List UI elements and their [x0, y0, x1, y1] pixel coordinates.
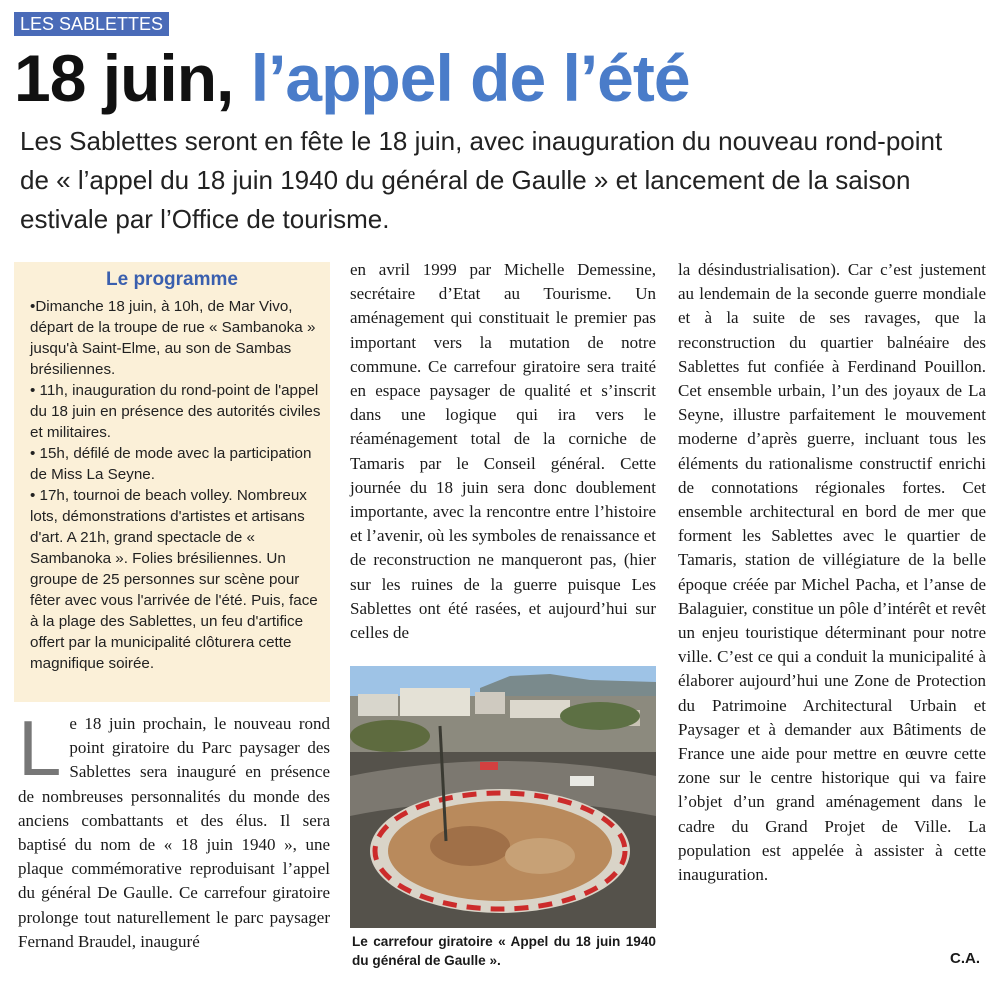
- author-signature: C.A.: [950, 950, 980, 967]
- lead-line: Les Sablettes seront en fête le 18 juin, avec inauguration du nouveau rond-point: [20, 126, 943, 156]
- lead-line: estivale par l’Office de tourisme.: [20, 204, 390, 234]
- headline-title: l’appel de l’été: [250, 41, 690, 115]
- drop-cap: L: [18, 704, 62, 792]
- lead-line: de « l’appel du 18 juin 1940 du général de Gaulle » et lancement de la saison: [20, 165, 911, 195]
- headline-date: 18 juin,: [14, 41, 234, 115]
- programme-item: • 17h, tournoi de beach volley. Nombreux lots, démonstrations d'artistes et artisans d'art. A 21h, grand spectacle de « Sambanoka ». Folies brésiliennes. Un groupe de 25 personnes sur scène pour fêter avec vous l'arrivée de l'été. Puis, face à la plage des Sablettes, un feu d'artifice offert par la municipalité clôturera cette magnifique soirée.: [30, 487, 318, 672]
- headline: [14, 36, 690, 120]
- body-text: e 18 juin prochain, le nouveau rond point giratoire du Parc paysager des Sablettes sera inauguré en présence de nombreuses personnalités du monde des anciens combattants et des élus. Il sera baptisé du nom de « 18 juin 1940 », une plaque commémorative reproduisant l’appel du général De Gaulle. Ce carrefour giratoire prolonge tout naturellement le parc paysager Fernand Braudel, inauguré: [18, 714, 330, 951]
- programme-title: Le programme: [106, 269, 238, 290]
- section-kicker: LES SABLETTES: [14, 12, 169, 36]
- body-text: la désindustrialisation). Car c’est justement au lendemain de la seconde guerre mondiale et à la suite de ses ravages, que la reconstruction du quartier balnéaire des Sablettes fut confiée à Ferdinand Pouillon. Cet ensemble urbain, l’un des joyaux de La Seyne, illustre parfaitement le mouvement moderne d’après guerre, incluant tous les éléments du rationalisme constructif enrichi de connotations régionales fortes. Cet ensemble architectural en bord de mer que forment les Sablettes avec le quartier de Tamaris, station de villégiature de la belle époque créée par Michel Pacha, et l’anse de Balaguier, constitue un pôle d’intérêt et revêt un enjeu touristique déterminant pour notre ville. C’est ce qui a conduit la municipalité à élaborer aujourd’hui une Zone de Protection du Patrimoine Architectural Urbain et Paysager et à demander aux Bâtiments de France une aide pour mettre en œuvre cette zone sur le centre historique qui va faire l’objet d’un grand aménagement dans le cadre du Grand Projet de Ville. La population est appelée à assister à cette inauguration.: [678, 260, 986, 885]
- lead-paragraph: [20, 122, 980, 239]
- programme-box: [14, 262, 330, 702]
- programme-item: •Dimanche 18 juin, à 10h, de Mar Vivo, départ de la troupe de rue « Sambanoka » jusqu'à Saint-Elme, au son de Sambas brésiliennes.: [30, 298, 316, 378]
- body-text: en avril 1999 par Michelle Demessine, secrétaire d’Etat au Tourisme. Un aménagement qui constituait le premier pas important vers la mutation de notre commune. Ce carrefour giratoire sera traité en espace paysager de qualité et s’inscrit dans une logique qui ira vers le réaménagement total de la corniche de Tamaris par le Conseil général. Cette journée du 18 juin sera donc doublement importante, avec la rencontre entre l’histoire et l’avenir, où les symboles de renaissance et de reconstruction ne manqueront pas, (hier sur les ruines de la guerre puisque Les Sablettes ont été rasées, et aujourd’hui sur celles de: [350, 260, 656, 643]
- photo-caption: Le carrefour giratoire « Appel du 18 juin 1940 du général de Gaulle ».: [352, 934, 656, 968]
- roundabout-photo: [350, 666, 656, 928]
- body-column-middle: [350, 258, 656, 645]
- roundabout-photo-illustration: [350, 666, 656, 928]
- programme-item: • 11h, inauguration du rond-point de l'appel du 18 juin en présence des autorités civiles et militaires.: [30, 382, 321, 441]
- body-column-left: [18, 704, 330, 954]
- programme-item: • 15h, défilé de mode avec la participation de Miss La Seyne.: [30, 445, 312, 483]
- body-column-right: [678, 258, 986, 887]
